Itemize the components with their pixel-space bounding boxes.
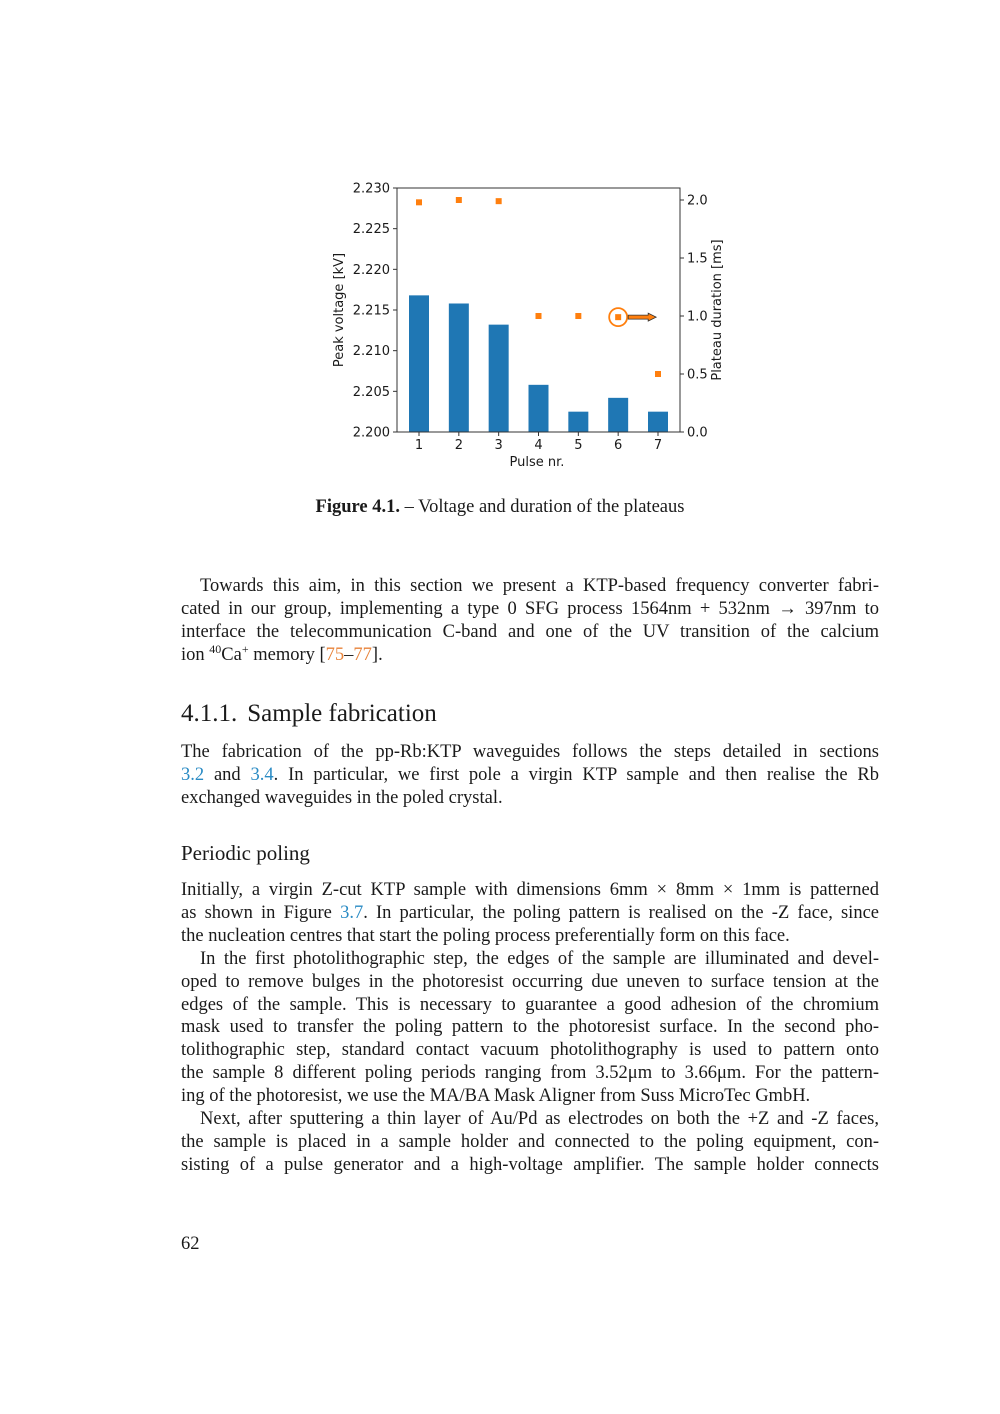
text-line: interface the telecommunication C-band and one of the UV transition of the calcium — [181, 621, 879, 642]
right-tick-label: 0.5 — [687, 367, 708, 383]
right-tick-label: 1.5 — [687, 251, 708, 267]
text-line — [181, 902, 879, 925]
x-tick-label: 7 — [653, 438, 663, 453]
bar-pulse-4 — [529, 385, 549, 432]
left-tick-label: 2.220 — [352, 262, 390, 278]
text-line: ing of the photoresist, we use the MA/BA Mask Aligner from Suss MicroTec GmbH. — [181, 1086, 811, 1107]
text-line: edges of the sample. This is necessary to guarantee a good adhesion of the chromium — [181, 994, 879, 1015]
text-line: Next, after sputtering a thin layer of Au/Pd as electrodes on both the +Z and -Z faces, — [200, 1109, 879, 1130]
left-axis-label: Peak voltage [kV] — [332, 252, 347, 368]
bar-pulse-7 — [648, 412, 668, 432]
text-fragment: . In particular, the poling pattern is realised on the -Z face, since — [363, 902, 879, 923]
text-fragment: – — [344, 644, 354, 665]
bar-pulse-3 — [489, 325, 509, 432]
right-tick-label: 2.0 — [687, 193, 708, 209]
page-number: 62 — [181, 1234, 200, 1254]
left-axis-ticks — [353, 182, 397, 441]
text-fragment: as shown in Figure — [181, 902, 341, 923]
figure-link-3-7[interactable]: 3.7 — [340, 902, 364, 923]
text-fragment: . In particular, we first pole a virgin KTP sample and then realise the Rb — [273, 764, 879, 785]
intro-paragraph — [181, 575, 879, 667]
subsection-heading: Periodic poling — [181, 841, 310, 865]
figure-caption — [0, 497, 1000, 518]
text-fragment: ]. — [371, 644, 383, 665]
left-tick-label: 2.230 — [352, 181, 390, 197]
text-line: the sample 8 different poling periods ranging from 3.52μm to 3.66μm. For the pattern- — [181, 1063, 879, 1084]
text-fragment: and — [204, 764, 251, 785]
text-line: mask used to transfer the poling pattern to the photoresist surface. In the second pho- — [181, 1017, 879, 1038]
citation-link-77[interactable]: 77 — [353, 644, 372, 665]
citation-link-75[interactable]: 75 — [325, 644, 345, 665]
fabrication-paragraph — [181, 741, 879, 810]
text-line: Towards this aim, in this section we present a KTP-based frequency converter fabri- — [200, 576, 879, 596]
text-line: cated in our group, implementing a type 0 SFG process 1564nm + 532nm → 397nm to — [181, 598, 879, 619]
text-line — [181, 641, 879, 667]
poling-paragraphs — [181, 879, 879, 1177]
arrow-right-icon — [628, 313, 656, 321]
section-number: 4.1.1. — [181, 700, 238, 727]
figure-4-1-chart — [325, 175, 745, 475]
text-line: sisting of a pulse generator and a high-voltage amplifier. The sample holder connects — [181, 1154, 879, 1175]
x-tick-label: 6 — [614, 438, 623, 453]
section-title: Sample fabrication — [247, 700, 437, 727]
left-tick-label: 2.225 — [352, 222, 390, 238]
x-tick-label: 1 — [414, 438, 424, 453]
right-tick-label: 0.0 — [687, 425, 708, 441]
bar-pulse-1 — [409, 295, 429, 432]
left-tick-label: 2.215 — [352, 303, 390, 319]
text-line: exchanged waveguides in the poled crystal. — [181, 787, 503, 808]
text-line — [181, 764, 879, 787]
text-line: the sample is placed in a sample holder and connected to the poling equipment, con- — [181, 1131, 879, 1152]
x-tick-label: 2 — [454, 438, 463, 453]
text-line: tolithographic step, standard contact vacuum photolithography is used to pattern onto — [181, 1040, 879, 1061]
bar-pulse-2 — [449, 303, 469, 432]
marker-pulse-6 — [615, 314, 621, 320]
figure-label: Figure 4.1. — [315, 497, 400, 517]
ion-symbol: Ca — [221, 644, 242, 665]
marker-pulse-2 — [456, 197, 462, 203]
text-line: the nucleation centres that start the poling process preferentially form on this face. — [181, 925, 790, 946]
bar-pulse-5 — [568, 412, 588, 432]
figure-caption-text: – Voltage and duration of the plateaus — [399, 497, 685, 517]
x-tick-label: 4 — [534, 438, 543, 453]
x-axis-ticks — [415, 432, 662, 453]
marker-pulse-5 — [575, 313, 581, 319]
x-tick-label: 3 — [494, 438, 503, 453]
charge-superscript: + — [241, 641, 249, 656]
section-link-3-4[interactable]: 3.4 — [250, 764, 274, 785]
marker-pulse-1 — [416, 199, 422, 205]
text-fragment: ion — [181, 644, 210, 665]
bar-pulse-6 — [608, 398, 628, 432]
right-tick-label: 1.0 — [687, 309, 708, 325]
section-link-3-2[interactable]: 3.2 — [181, 764, 205, 785]
text-line: Initially, a virgin Z-cut KTP sample with dimensions 6mm × 8mm × 1mm is patterned — [181, 880, 879, 900]
right-axis-ticks — [680, 194, 708, 441]
text-line: oped to remove bulges in the photoresist occurring due uneven to surface tension at the — [181, 971, 879, 992]
marker-pulse-3 — [496, 198, 502, 204]
x-axis-label: Pulse nr. — [509, 455, 565, 470]
right-axis-label: Plateau duration [ms] — [710, 239, 725, 381]
marker-pulse-4 — [536, 313, 542, 319]
left-tick-label: 2.200 — [352, 425, 390, 441]
left-tick-label: 2.210 — [352, 344, 390, 360]
x-tick-label: 5 — [574, 438, 583, 453]
text-line: The fabrication of the pp-Rb:KTP waveguides follows the steps detailed in sections — [181, 742, 879, 762]
section-heading — [181, 700, 437, 728]
text-fragment: memory [ — [248, 644, 326, 665]
mass-number-superscript: 40 — [209, 641, 222, 656]
left-tick-label: 2.205 — [352, 384, 390, 400]
marker-pulse-7 — [655, 371, 661, 377]
text-line: In the first photolithographic step, the edges of the sample are illuminated and devel- — [200, 948, 879, 969]
